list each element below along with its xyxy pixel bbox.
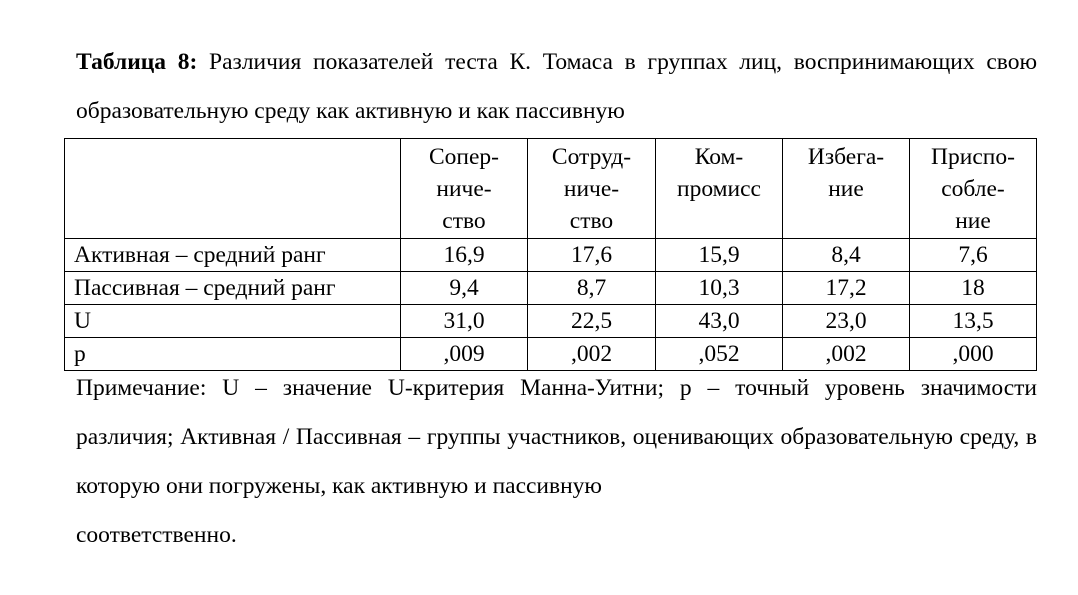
- table-row: [65, 239, 1037, 272]
- header-line: Сотруд-: [551, 144, 632, 170]
- table-cell: 13,5: [910, 305, 1037, 338]
- table-cell: ,002: [783, 338, 910, 371]
- table-row: [65, 272, 1037, 305]
- table-corner-cell: [65, 139, 401, 239]
- header-line: ниче-: [563, 176, 620, 202]
- header-line: ство: [442, 208, 486, 234]
- table-caption-text: Различия показателей теста К. Томаса в группах лиц, воспринимающих свою образовательную среду как активную и как пассивную: [76, 49, 1038, 124]
- row-label: U: [65, 305, 401, 338]
- header-line: ние: [955, 208, 991, 234]
- table-cell: 17,6: [528, 239, 656, 272]
- table-cell: 7,6: [910, 239, 1037, 272]
- table-cell: 18: [910, 272, 1037, 305]
- results-table: [64, 138, 1037, 371]
- table-cell: 8,7: [528, 272, 656, 305]
- column-header-cooperation: [528, 139, 656, 239]
- table-cell: ,009: [401, 338, 528, 371]
- header-line: ниче-: [436, 176, 492, 202]
- table-cell: 22,5: [528, 305, 656, 338]
- row-label: Пассивная – средний ранг: [65, 272, 401, 305]
- table-header-row: [65, 139, 1037, 239]
- header-line: Ком-: [694, 144, 744, 170]
- table-caption: [76, 38, 1037, 136]
- row-label: Активная – средний ранг: [65, 239, 401, 272]
- header-line: промисс: [677, 176, 761, 202]
- table-cell: 31,0: [401, 305, 528, 338]
- table-cell: ,002: [528, 338, 656, 371]
- header-line: ство: [569, 208, 614, 234]
- column-header-competition: [401, 139, 528, 239]
- table-cell: 15,9: [656, 239, 783, 272]
- header-line: Избега-: [807, 144, 885, 170]
- column-header-accommodation: [910, 139, 1037, 239]
- table-cell: 8,4: [783, 239, 910, 272]
- table-cell: 9,4: [401, 272, 528, 305]
- table-row: [65, 305, 1037, 338]
- header-line: Сопер-: [428, 144, 499, 170]
- table-cell: ,052: [656, 338, 783, 371]
- header-line: ние: [828, 176, 864, 202]
- table-cell: 16,9: [401, 239, 528, 272]
- table-cell: 43,0: [656, 305, 783, 338]
- table-cell: 17,2: [783, 272, 910, 305]
- column-header-compromise: [656, 139, 783, 239]
- table-caption-label: Таблица 8:: [76, 49, 198, 75]
- table-note: [76, 364, 1037, 560]
- header-line: собле-: [941, 176, 1005, 202]
- column-header-avoidance: [783, 139, 910, 239]
- table-cell: ,000: [910, 338, 1037, 371]
- row-label: p: [65, 338, 401, 371]
- table-cell: 23,0: [783, 305, 910, 338]
- header-line: Приспо-: [931, 144, 1015, 170]
- table-cell: 10,3: [656, 272, 783, 305]
- table-note-text: Примечание: U – значение U-критерия Манна-Уитни; p – точный уровень значимости различия; Активная / Пассивная – группы участников, оценивающих образовательную среду, в которую они погружены, как активную и пассивную: [76, 375, 1037, 499]
- table-note-last-line: соответственно.: [76, 522, 237, 548]
